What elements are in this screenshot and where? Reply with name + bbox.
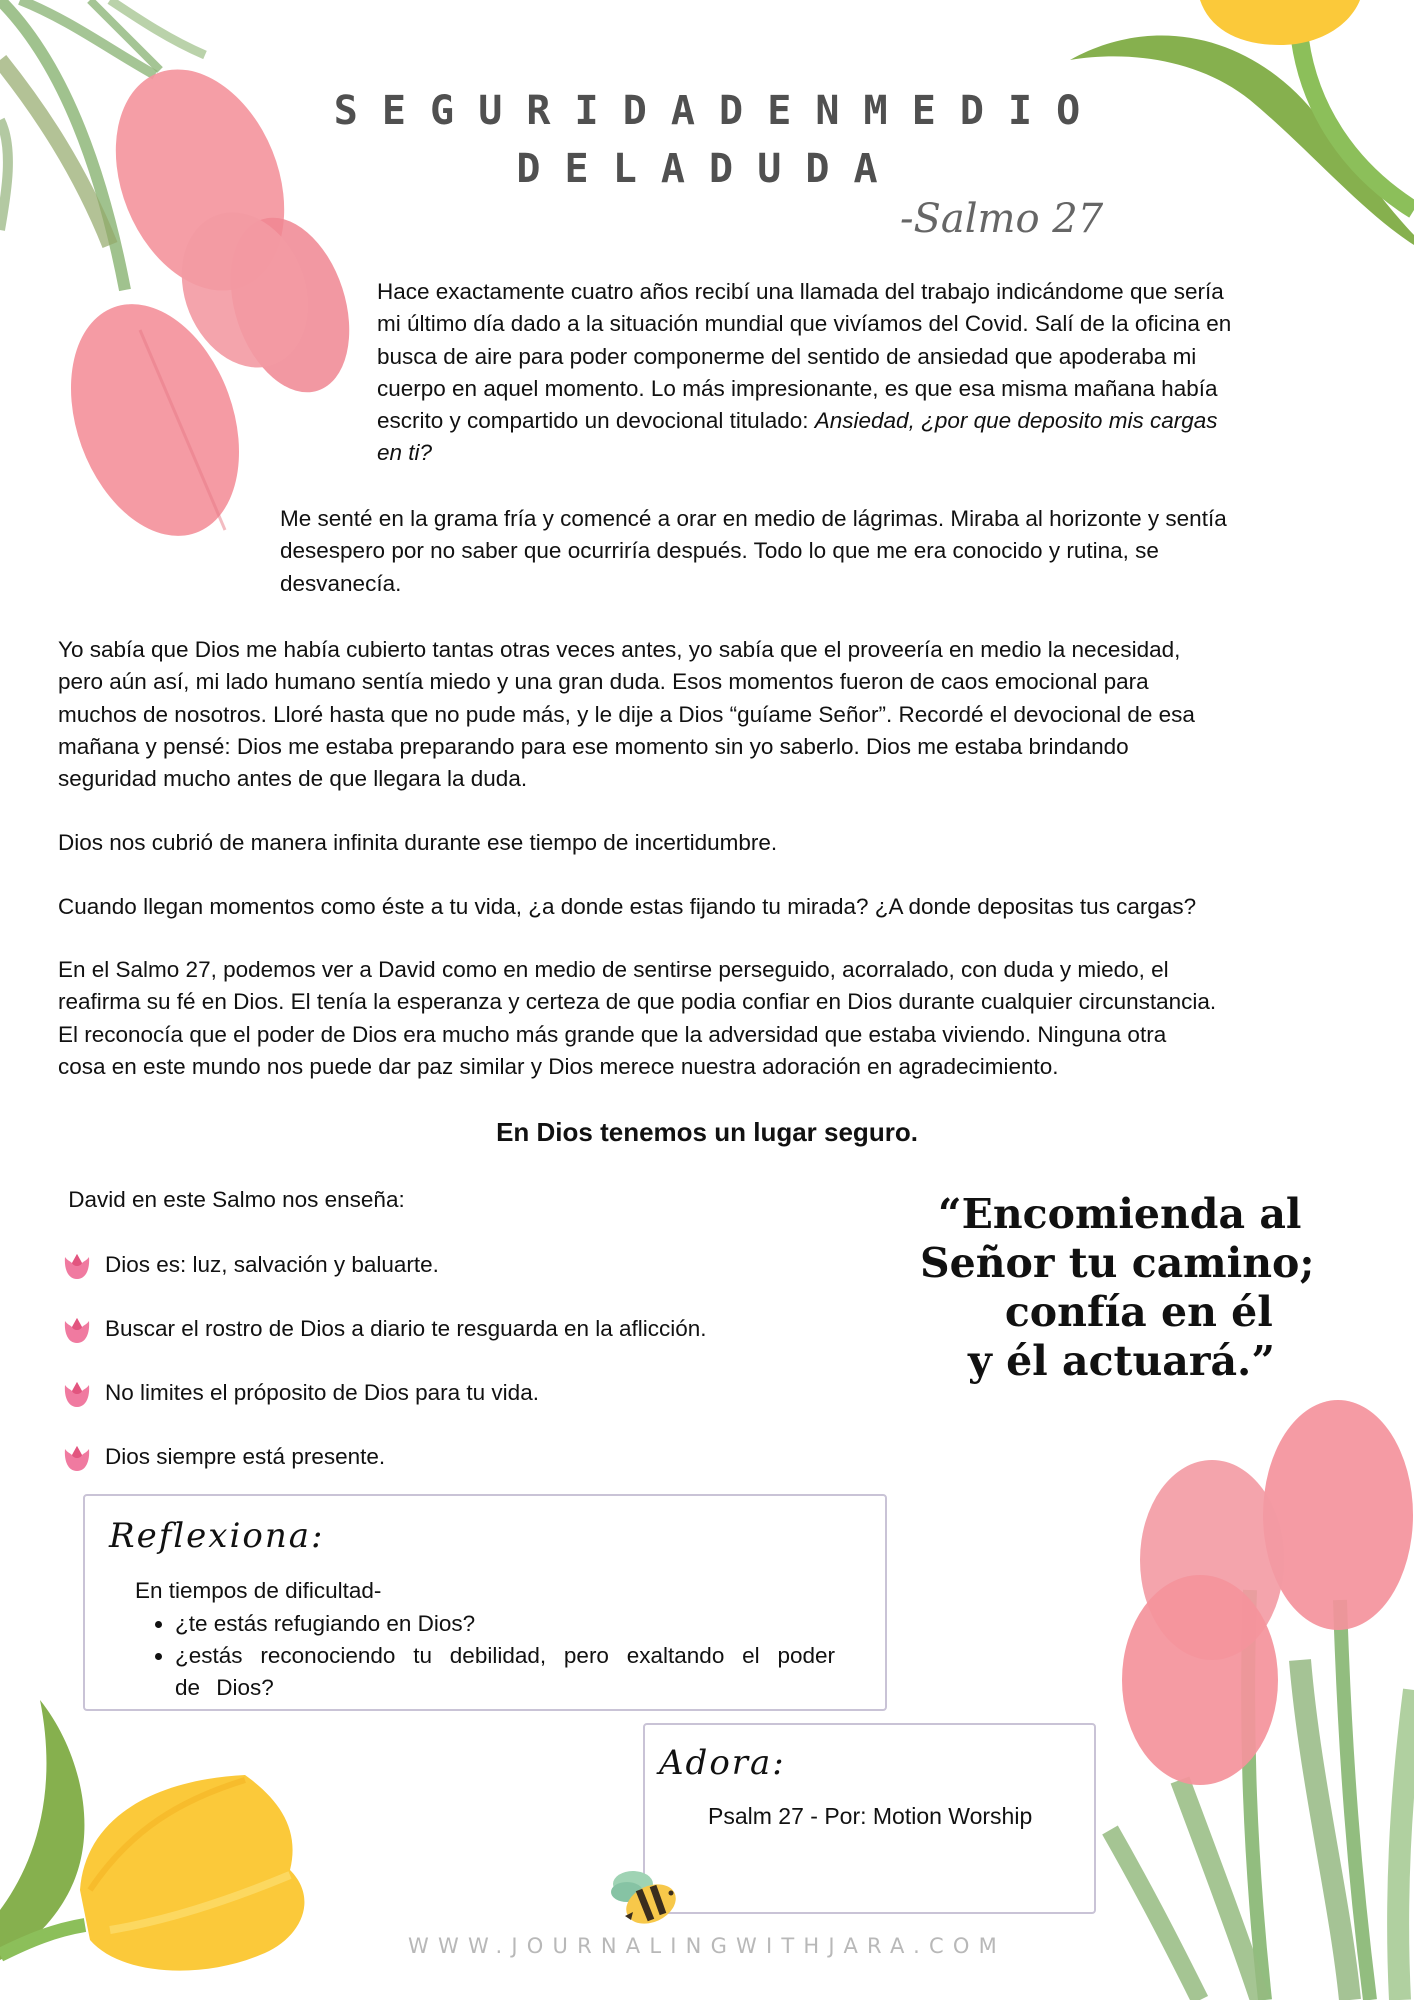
text-line: mi último día dado a la situación mundial que vivíamos del Covid. Salí de la oficina en bbox=[377, 311, 1232, 337]
text-line bbox=[377, 405, 1231, 437]
reflexiona-questions bbox=[135, 1608, 835, 1704]
text-line: pero aún así, mi lado humano sentía miedo y una gran duda. Esos momentos fueron de caos emocional para bbox=[58, 669, 1149, 695]
tulip-icon bbox=[62, 1379, 92, 1409]
reflexiona-question: • ¿te estás refugiando en Dios? bbox=[175, 1608, 835, 1640]
list-item-text: No limites el próposito de Dios para tu vida. bbox=[105, 1380, 539, 1405]
subtitle-psalm-reference: -Salmo 27 bbox=[900, 196, 1104, 242]
bible-quote bbox=[900, 1190, 1360, 1386]
quote-line: y él actuará.” bbox=[968, 1337, 1275, 1385]
text-line: Yo sabía que Dios me había cubierto tantas otras veces antes, yo sabía que el proveería en medio la necesidad, bbox=[58, 637, 1181, 662]
teachings-intro: David en este Salmo nos enseña: bbox=[62, 1187, 405, 1212]
reflexiona-box bbox=[83, 1494, 887, 1711]
page-title-line-1: S E G U R I D A D E N M E D I O bbox=[333, 88, 1081, 134]
tulip-icon bbox=[62, 1443, 92, 1473]
website-url[interactable]: WWW.JOURNALINGWITHJARA.COM bbox=[408, 1934, 1006, 1958]
tulip-icon bbox=[62, 1315, 92, 1345]
text-line: En el Salmo 27, podemos ver a David como en medio de sentirse perseguido, acorralado, con duda y miedo, el bbox=[58, 957, 1169, 982]
text-line: Me senté en la grama fría y comencé a orar en medio de lágrimas. Miraba al horizonte y sentía bbox=[280, 506, 1227, 531]
paragraph-intro bbox=[377, 276, 1231, 470]
paragraph-question bbox=[58, 891, 1196, 923]
text-line: seguridad mucho antes de que llegara la duda. bbox=[58, 766, 528, 792]
list-item-text: Buscar el rostro de Dios a diario te resguarda en la aflicción. bbox=[105, 1316, 707, 1341]
adora-title: Adora: bbox=[659, 1743, 786, 1783]
bee-icon bbox=[605, 1868, 685, 1926]
reflexiona-intro: En tiempos de dificultad- bbox=[135, 1578, 382, 1603]
text-line: muchos de nosotros. Lloré hasta que no pude más, y le dije a Dios “guíame Señor”. Recordé el devocional de esa bbox=[58, 701, 1195, 727]
text-line: Dios nos cubrió de manera infinita durante ese tiempo de incertidumbre. bbox=[58, 830, 778, 855]
text-line: mañana y pensé: Dios me estaba preparando para ese momento sin yo saberlo. Dios me estaba brindando bbox=[58, 733, 1129, 759]
text-fragment: escrito y compartido un devocional titulado: bbox=[377, 408, 815, 434]
paragraph-covered bbox=[58, 827, 777, 859]
devotional-title-end: en ti? bbox=[377, 440, 433, 466]
text-line: busca de aire para poder componerme del sentido de ansiedad que apoderaba mi bbox=[377, 343, 1197, 369]
text-line: reafirma su fé en Dios. El tenía la esperanza y certeza de que podia confiar en Dios durante cualquier circunstancia. bbox=[58, 989, 1217, 1015]
quote-line: confía en él bbox=[962, 1288, 1273, 1336]
tulip-icon bbox=[62, 1251, 92, 1281]
list-item-text: Dios es: luz, salvación y baluarte. bbox=[105, 1252, 439, 1277]
text-line: El reconocía que el poder de Dios era mucho más grande que la adversidad que estaba viviendo. Ninguna otra bbox=[58, 1021, 1167, 1047]
paragraph-psalm-27 bbox=[58, 954, 1216, 1083]
text-line: Hace exactamente cuatro años recibí una llamada del trabajo indicándome que sería bbox=[377, 279, 1224, 304]
reflexiona-question: • ¿estás reconociendo tu debilidad, pero exaltando el poder de Dios? bbox=[175, 1640, 835, 1704]
adora-box bbox=[643, 1723, 1096, 1914]
text-line bbox=[377, 437, 1231, 469]
pink-tulips-top-left-illustration bbox=[0, 0, 380, 560]
text-line: Cuando llegan momentos como éste a tu vida, ¿a donde estas fijando tu mirada? ¿A donde depositas tus cargas? bbox=[58, 894, 1197, 919]
text-line: desvanecía. bbox=[280, 570, 402, 596]
list-item-text: Dios siempre está presente. bbox=[105, 1444, 386, 1469]
devotional-title: Ansiedad, ¿por que deposito mis cargas bbox=[814, 408, 1218, 434]
quote-line: “Encomienda al bbox=[938, 1190, 1302, 1238]
worship-song[interactable]: Psalm 27 - Por: Motion Worship bbox=[708, 1803, 1033, 1829]
paragraph-prayer bbox=[280, 503, 1227, 600]
highlight-statement: En Dios tenemos un lugar seguro. bbox=[496, 1117, 918, 1147]
paragraph-doubt bbox=[58, 634, 1195, 795]
text-line: desespero por no saber que ocurriría después. Todo lo que me era conocido y rutina, se bbox=[280, 538, 1159, 564]
text-line: cosa en este mundo nos puede dar paz similar y Dios merece nuestra adoración en agradecimiento. bbox=[58, 1053, 1059, 1079]
reflexiona-title: Reflexiona: bbox=[109, 1516, 325, 1556]
quote-line: Señor tu camino; bbox=[920, 1239, 1315, 1287]
pink-tulips-bottom-right-illustration bbox=[1100, 1380, 1414, 2000]
text-line: cuerpo en aquel momento. Lo más impresionante, es que esa misma mañana había bbox=[377, 375, 1218, 401]
page-title-line-2: D E L A D U D A bbox=[516, 146, 878, 192]
